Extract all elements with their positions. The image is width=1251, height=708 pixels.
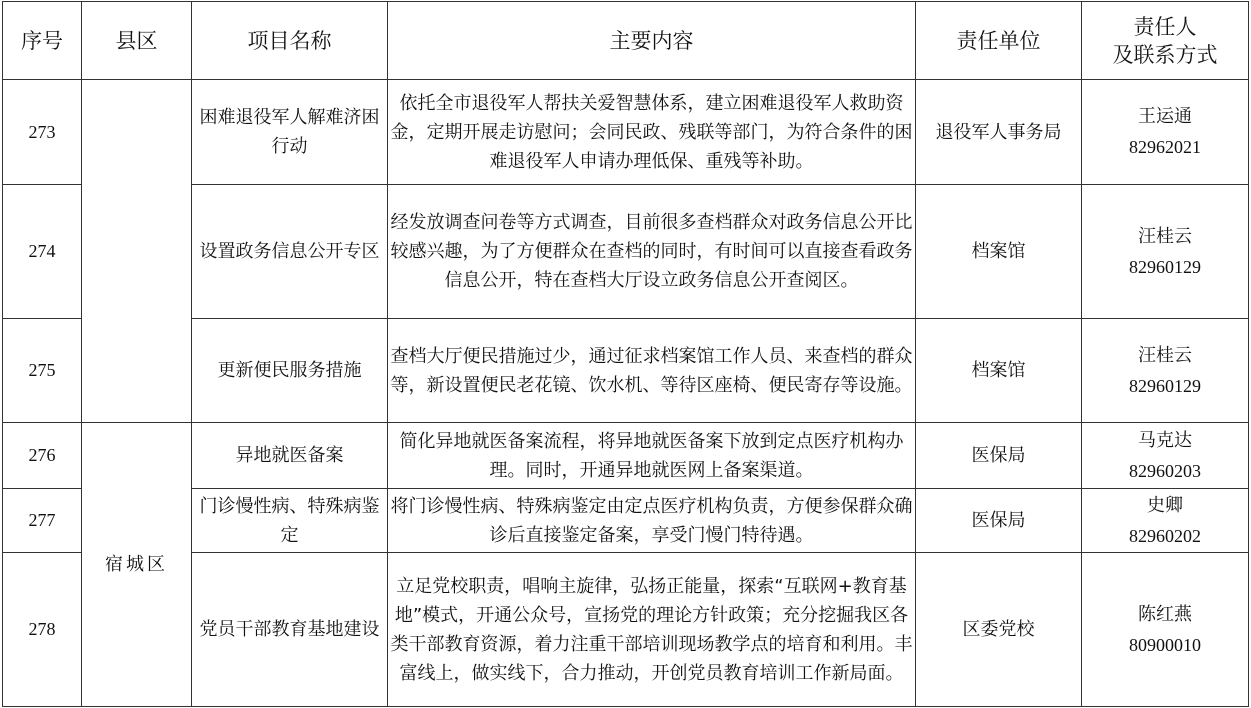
header-project: 项目名称	[192, 2, 388, 80]
county-name: 宿城区	[82, 423, 192, 707]
contact-phone: 82960129	[1129, 375, 1201, 396]
table-row	[3, 423, 1249, 489]
header-county: 县区	[82, 2, 192, 80]
contact-phone: 82960203	[1129, 460, 1201, 481]
project-name: 异地就医备案	[192, 423, 388, 489]
project-name: 更新便民服务措施	[192, 319, 388, 423]
contact-cell	[1082, 489, 1249, 553]
project-table	[2, 1, 1249, 707]
row-index: 275	[3, 319, 82, 423]
project-content: 将门诊慢性病、特殊病鉴定由定点医疗机构负责，方便参保群众确诊后直接鉴定备案，享受门慢门特待遇。	[388, 489, 916, 553]
project-content: 立足党校职责，唱响主旋律，弘扬正能量，探索“互联网+教育基地”模式，开通公众号，宣扬党的理论方针政策；充分挖掘我区各类干部教育资源，着力注重干部培训现场教学点的培育和利用。丰富线上，做实线下，合力推动，开创党员教育培训工作新局面。	[388, 553, 916, 707]
contact-cell	[1082, 553, 1249, 707]
project-content: 查档大厅便民措施过少，通过征求档案馆工作人员、来查档的群众等，新设置便民老花镜、饮水机、等待区座椅、便民寄存等设施。	[388, 319, 916, 423]
project-content: 经发放调查问卷等方式调查，目前很多查档群众对政务信息公开比较感兴趣，为了方便群众在查档的同时，有时间可以直接查看政务信息公开，特在查档大厅设立政务信息公开查阅区。	[388, 185, 916, 319]
header-unit: 责任单位	[916, 2, 1082, 80]
header-row	[3, 2, 1249, 80]
header-content: 主要内容	[388, 2, 916, 80]
project-name: 设置政务信息公开专区	[192, 185, 388, 319]
contact-phone: 82960202	[1129, 525, 1201, 546]
responsible-unit: 区委党校	[916, 553, 1082, 707]
responsible-unit: 退役军人事务局	[916, 80, 1082, 185]
contact-cell	[1082, 319, 1249, 423]
project-content: 依托全市退役军人帮扶关爱智慧体系，建立困难退役军人救助资金，定期开展走访慰问；会同民政、残联等部门，为符合条件的困难退役军人申请办理低保、重残等补助。	[388, 80, 916, 185]
contact-name: 汪桂云	[1138, 344, 1192, 366]
project-name: 门诊慢性病、特殊病鉴定	[192, 489, 388, 553]
responsible-unit: 医保局	[916, 423, 1082, 489]
contact-name: 马克达	[1138, 429, 1192, 451]
header-contact	[1082, 2, 1249, 80]
row-index: 274	[3, 185, 82, 319]
row-index: 278	[3, 553, 82, 707]
row-index: 277	[3, 489, 82, 553]
contact-phone: 80900010	[1129, 634, 1201, 655]
contact-name: 史卿	[1147, 494, 1183, 516]
contact-cell	[1082, 80, 1249, 185]
county-cell-blank	[82, 80, 192, 423]
contact-cell	[1082, 423, 1249, 489]
table-row	[3, 80, 1249, 185]
project-name: 党员干部教育基地建设	[192, 553, 388, 707]
contact-phone: 82962021	[1129, 137, 1201, 157]
project-name: 困难退役军人解难济困行动	[192, 80, 388, 185]
contact-name: 汪桂云	[1138, 225, 1192, 247]
responsible-unit: 档案馆	[916, 185, 1082, 319]
project-content: 简化异地就医备案流程，将异地就医备案下放到定点医疗机构办理。同时，开通异地就医网上备案渠道。	[388, 423, 916, 489]
contact-name: 王运通	[1138, 106, 1192, 127]
header-contact-line2: 及联系方式	[1112, 42, 1218, 67]
header-index: 序号	[3, 2, 82, 80]
responsible-unit: 档案馆	[916, 319, 1082, 423]
contact-name: 陈红燕	[1138, 603, 1192, 625]
header-contact-line1: 责任人	[1133, 14, 1197, 39]
contact-cell	[1082, 185, 1249, 319]
row-index: 273	[3, 80, 82, 185]
row-index: 276	[3, 423, 82, 489]
contact-phone: 82960129	[1129, 256, 1201, 277]
responsible-unit: 医保局	[916, 489, 1082, 553]
